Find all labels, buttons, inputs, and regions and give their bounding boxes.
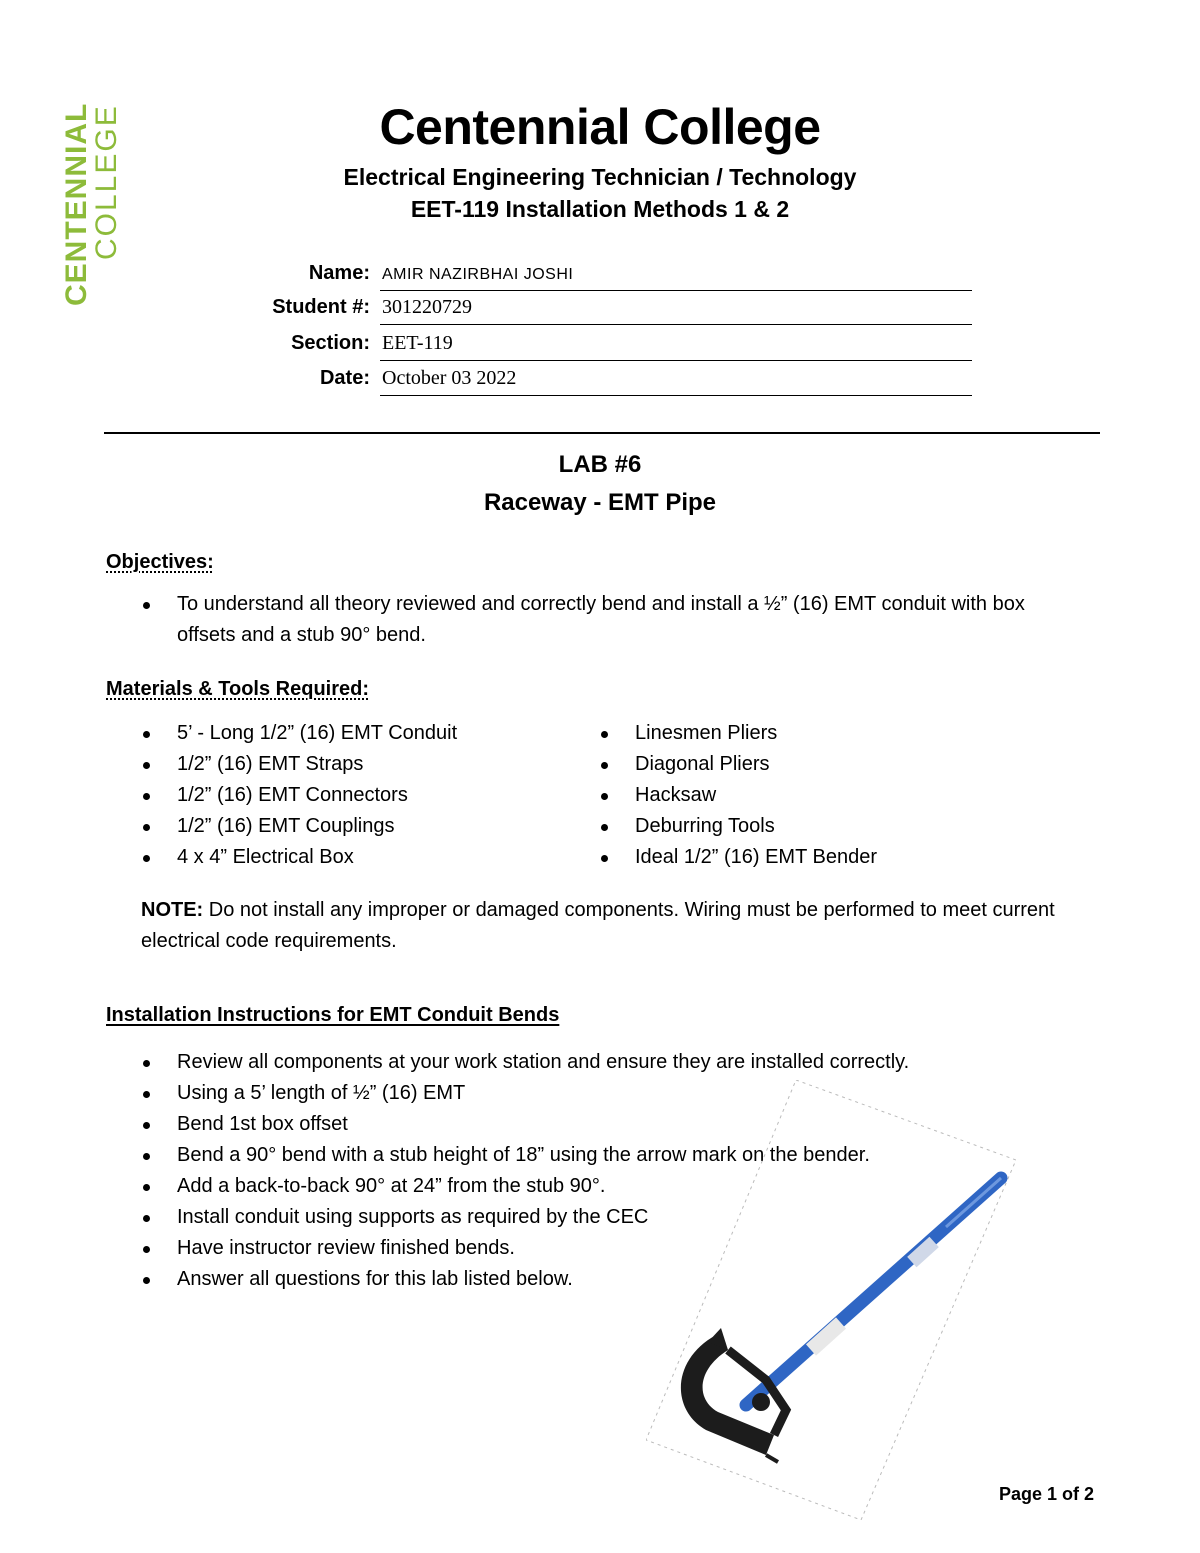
tool-item: Deburring Tools	[599, 811, 1039, 842]
program-subtitle: Electrical Engineering Technician / Technology	[343, 164, 857, 190]
name-row	[240, 262, 972, 296]
safety-note	[141, 895, 1081, 957]
section-row	[240, 332, 972, 366]
student-number-row	[240, 296, 972, 330]
tool-item: Linesmen Pliers	[599, 718, 1039, 749]
course-subtitle: EET-119 Installation Methods 1 & 2	[410, 196, 790, 222]
instruction-item: Answer all questions for this lab listed below.	[141, 1264, 1041, 1295]
material-item: 1/2” (16) EMT Straps	[141, 749, 581, 780]
emt-bender-image	[646, 1080, 1016, 1520]
header-divider	[104, 432, 1100, 434]
document-title: Centennial College	[379, 99, 821, 155]
instruction-item: Add a back-to-back 90° at 24” from the stub 90°.	[141, 1171, 1041, 1202]
student-number-field[interactable]: 301220729	[380, 296, 972, 325]
date-label: Date:	[319, 367, 370, 389]
page-number: Page 1 of 2	[998, 1484, 1094, 1504]
objectives-list	[141, 589, 1081, 651]
materials-heading: Materials & Tools Required:	[106, 678, 370, 700]
tool-item: Diagonal Pliers	[599, 749, 1039, 780]
note-label: NOTE:	[141, 899, 204, 921]
materials-list-left	[141, 718, 581, 873]
instruction-item: Bend 1st box offset	[141, 1109, 1041, 1140]
lab-title: Raceway - EMT Pipe	[483, 489, 717, 516]
name-field[interactable]: AMIR NAZIRBHAI JOSHI	[380, 262, 972, 291]
logo-line-college: COLLEGE	[90, 104, 123, 260]
instruction-item: Install conduit using supports as required by the CEC	[141, 1202, 1041, 1233]
objectives-heading: Objectives:	[106, 551, 214, 573]
tool-item: Hacksaw	[599, 780, 1039, 811]
tool-item: Ideal 1/2” (16) EMT Bender	[599, 842, 1039, 873]
lab-number: LAB #6	[558, 451, 642, 478]
date-field[interactable]: October 03 2022	[380, 367, 972, 396]
logo-line-centennial: CENTENNIAL	[60, 102, 93, 306]
section-field[interactable]: EET-119	[380, 332, 972, 361]
objective-item: To understand all theory reviewed and correctly bend and install a ½” (16) EMT conduit with box offsets and a stub 90° bend.	[141, 589, 1081, 651]
section-label: Section:	[291, 332, 370, 354]
instruction-item: Have instructor review finished bends.	[141, 1233, 1041, 1264]
student-number-label: Student #:	[272, 296, 370, 318]
note-text: Do not install any improper or damaged components. Wiring must be performed to meet current electrical code requirements.	[141, 899, 1055, 952]
instructions-heading: Installation Instructions for EMT Conduit Bends	[106, 1004, 560, 1026]
name-label: Name:	[308, 262, 370, 284]
instruction-item: Bend a 90° bend with a stub height of 18” using the arrow mark on the bender.	[141, 1140, 1041, 1171]
material-item: 1/2” (16) EMT Connectors	[141, 780, 581, 811]
instruction-item: Review all components at your work station and ensure they are installed correctly.	[141, 1047, 1041, 1078]
instruction-item: Using a 5’ length of ½” (16) EMT	[141, 1078, 1041, 1109]
date-row	[240, 367, 972, 401]
tools-list-right	[599, 718, 1039, 873]
material-item: 4 x 4” Electrical Box	[141, 842, 581, 873]
material-item: 1/2” (16) EMT Couplings	[141, 811, 581, 842]
material-item: 5’ - Long 1/2” (16) EMT Conduit	[141, 718, 581, 749]
